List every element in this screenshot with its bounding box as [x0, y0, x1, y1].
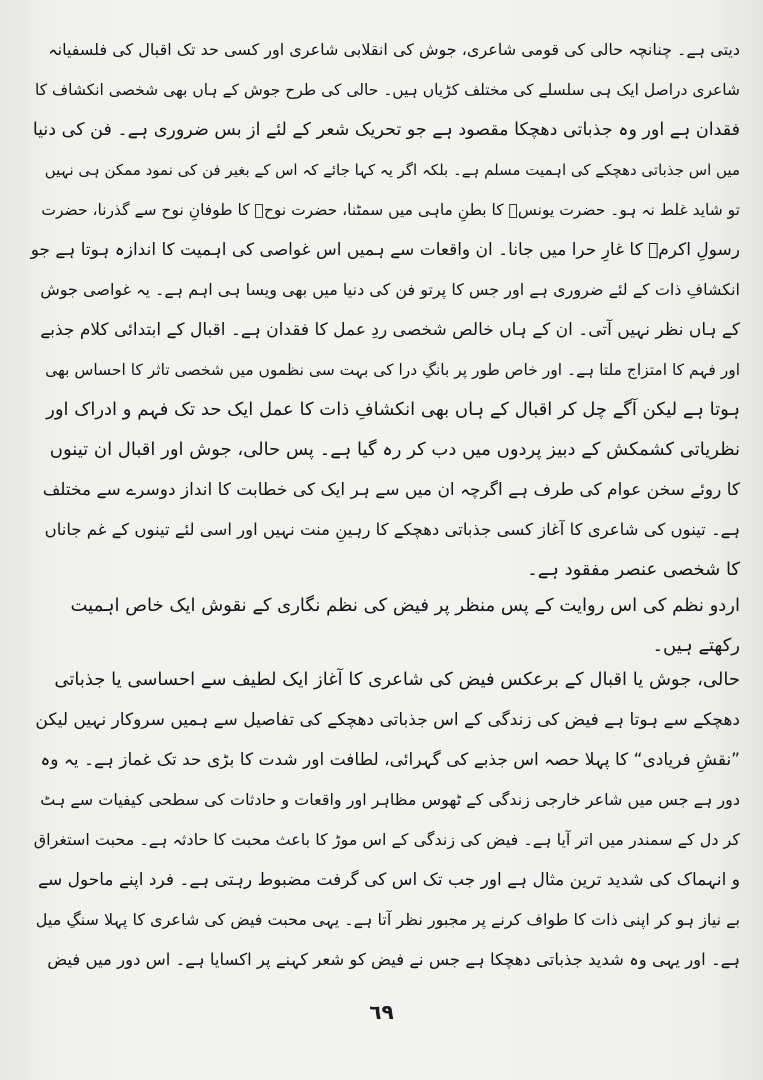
text-line: ”نقشِ فریادی“ کا پہلا حصہ اس جذبے کی گہرائی، لطافت اور شدت کا بڑی حد تک غماز ہے۔ یہ وہ: [40, 750, 740, 770]
text-line: انکشافِ ذات کے لئے ضروری ہے اور جس کا پرتو فن کی دنیا میں بھی ویسا ہی اہم ہے۔ یہ غواصی جوش: [40, 280, 740, 299]
page-number: ٦٩: [369, 1000, 394, 1024]
text-line: بے نیاز ہو کر اپنی ذات کا طواف کرنے پر مجبور نظر آتا ہے۔ یہی محبت فیض کی شاعری کا پہلا سنگِ میل: [35, 910, 740, 929]
paragraph-1: [28, 30, 740, 590]
text-line: کے ہاں نظر نہیں آتی۔ ان کے ہاں خالص شخصی ردِ عمل کا فقدان ہے۔ اقبال کے ابتدائی کلام جذبے: [40, 320, 740, 340]
text-line: ہوتا ہے لیکن آگے چل کر اقبال کے ہاں بھی انکشافِ ذات کا عمل ایک حد تک فہم و ادراک اور: [46, 399, 740, 420]
text-line: تو شاید غلط نہ ہو۔ حضرت یونسؑ کا بطنِ ماہی میں سمٹنا، حضرت نوحؑ کا طوفانِ نوح سے گذرنا، حضرت: [41, 201, 740, 219]
text-line: میں اس جذباتی دھچکے کی اہمیت مسلم ہے۔ بلکہ اگر یہ کہا جائے کہ اس کے بغیر فن کی نمود ممکن ہی نہیں: [44, 161, 740, 179]
text-line: فقدان ہے اور وہ جذباتی دھچکا مقصود ہے جو تحریک شعر کے لئے از بس ضروری ہے۔ فن کی دنیا: [32, 120, 740, 140]
text-line: رکھتے ہیں۔: [652, 635, 740, 656]
text-line: کا شخصی عنصر مفقود ہے۔: [527, 559, 740, 580]
text-line: حالی، جوش یا اقبال کے برعکس فیض کی شاعری کا آغاز ایک لطیف سے احساسی یا جذباتی: [54, 669, 740, 690]
text-line: دیتی ہے۔ چنانچہ حالی کی قومی شاعری، جوش کی انقلابی شاعری اور کسی حد تک اقبال کی فلسفیانہ: [48, 40, 740, 59]
text-line: اور فہم کا امتزاج ملتا ہے۔ اور خاص طور پر بانگِ درا کی بہت سی نظموں میں شخصی تاثر کا احساس بھی: [45, 361, 740, 379]
text-line: کا روئے سخن عوام کی طرف ہے اگرچہ ان میں سے ہر ایک کی خطابت کا انداز دوسرے سے مختلف: [42, 480, 740, 500]
text-line: دور ہے جس میں شاعر خارجی زندگی کے ٹھوس مظاہر اور واقعات و حادثات کی سطحی کیفیات سے ہٹ: [40, 790, 740, 809]
paragraph-2: [28, 586, 740, 666]
text-line: اردو نظم کی اس روایت کے پس منظر پر فیض کی نظم نگاری کے نقوش ایک خاص اہمیت: [70, 595, 740, 616]
text-line: ہے۔ اور یہی وہ شدید جذباتی دھچکا ہے جس نے فیض کو شعر کہنے پر اکسایا ہے۔ اس دور میں فیض: [47, 950, 740, 969]
text-line: و انہماک کی شدید ترین مثال ہے اور جب تک اس کی گرفت مضبوط رہتی ہے۔ فرد اپنے ماحول سے: [38, 870, 740, 890]
text-line: رسولِ اکرمؐ کا غارِ حرا میں جانا۔ ان واقعات سے ہمیں اس غواصی کی اہمیت کا اندازہ ہوتا ہے جو: [30, 240, 740, 260]
paragraph-3: [28, 660, 740, 980]
text-line: دھچکے سے ہوتا ہے فیض کی زندگی کے اس جذباتی دھچکے کی تفاصیل سے ہمیں سروکار نہیں لیکن: [35, 710, 740, 730]
text-line: شاعری دراصل ایک ہی سلسلے کی مختلف کڑیاں ہیں۔ حالی کی طرح جوش کے ہاں بھی شخصی انکشاف کا: [35, 81, 740, 99]
text-line: نظریاتی کشمکش کے دبیز پردوں میں دب کر رہ گیا ہے۔ پس حالی، جوش اور اقبال ان تینوں: [49, 439, 740, 460]
text-line: کر دل کے سمندر میں اتر آیا ہے۔ فیض کی زندگی کے اس موڑ کا باعث محبت کا حادثہ ہے۔ محبت استغراق: [33, 830, 740, 849]
text-line: ہے۔ تینوں کی شاعری کا آغاز کسی جذباتی دھچکے کا رہینِ منت نہیں اور اسی لئے تینوں کے غم جاناں: [44, 520, 740, 539]
